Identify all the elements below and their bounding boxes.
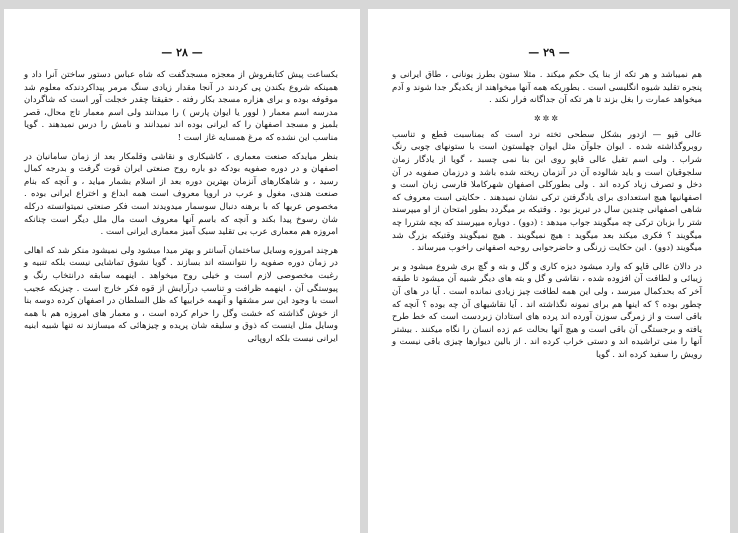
paragraph: بنظر میایدکه صنعت معماری ، کاشیکاری و نقاشی وقلمکار بعد از زمان سامانیان در اصفهان و در دوره صفویه بودکه دو باره روح صنعتی ایران قوت گرفت و بدرجه کمال رسید ، و شاهکارهای آنزمان بهترین دوره بعد از اسلام بشمار میاید ، و آنچه که بنام صنعت هندی، مغول و عرب در اروپا معروف است همه ابداع و اختراع ایرانی بوده . مخصوص عربها که با برهنه دنبال سوسمار میدویدند است فکر صنعتی نمیتوانسته درکله شان رسوخ پیدا بکند و آنچه که باسم آنها معروف است مال ملل دیگر است چنانکه امروزه هم معماری عرب بی تقلید سبک آمیز معماری ایرانی است . <box>24 151 338 238</box>
page-number: — ۲۸ — <box>161 46 203 59</box>
paragraph: هم نمیباشد و هر تکه از بنا یک حکم میکند . مثلا ستون بطرز یونانی ، طاق ایرانی و پنجره تقلید شیوه انگلیسی است . بطوریکه همه آنها میخواهند از یکدیگر جدا شوند و آدم میخواهد عمارت را بغل بزند تا هر تکه آن جداگانه فرار نکند . <box>392 70 702 106</box>
page-body <box>392 69 702 367</box>
page-body <box>24 69 338 351</box>
right-page <box>368 9 730 533</box>
paragraph: در دالان عالی قاپو که وارد میشود دیزه کاری و گل و بته و گچ بری شروع میشود و بر زیبائی و لطافت آن افزوده شده ، نقاشی و گل و بته های دیگر شبیه آن میشود تا طبقه آخر که بحدکمال میرسد ، ولی این همه لطافت چیز زیادی نمانده است . آیا در های آن چطور بوده ؟ که اینها هم برای نمونه نگذاشته اند . آیا نقاشیهای آن چه بوده ؟ آنچه که باقی است و از زمرگی سوزن آورده اند پرده های استادان زبردست است که خط طرح یافته و برجستگی آن باقی است و هیچ آنها بحالت عم زده انسان را نگاه میکنند . بیشتر آنها را منی تراشیده اند و دستی خراب کرده اند . از بالین دیوارها چیزی باقی نیست و رویش را سفید کرده اند . گویا <box>392 261 702 360</box>
left-page <box>4 9 360 533</box>
page-number: — ۲۹ — <box>528 46 570 59</box>
section-ornament-icon: ✲✲✲ <box>533 113 561 123</box>
paragraph: بکساعت پیش کتابفروش از معجزه مسجدگفت که شاه عباس دستور ساختن آنرا داد و همینکه شروع بکندن پی کردند در آنجا مقدار زیادی سنگ مرمر پیداکردندکه معلوم شد موقوفه بوده و برای هزاره مسجد بکار رفته . حقیقتا چقدر خجلت آور است که شاگردان مدرسه اسم معمار ( لوور یا ایوان پارس ) را میدانند ولی اسم معمار تاج محال، قصر بلمیز و مسجد اصفهان را که ایرانی بوده اند نمیدانند و نامش را درس نمیدهند . گویا مناسب این نشده که مرغ همسایه غاز است ! <box>24 70 338 143</box>
paragraph: هرچند امروزه وسایل ساختمان آسانتر و بهتر میدا میشود ولی نمیشود منکر شد که اهالی در زمان دوره صفویه را نتوانسته اند بسازند . گویا نشوق تماشایی نیست بلکه تنبیه و رغبت مخصوصی لازم است و خیلی روح میخواهد . اینهمه سابقه درانتخاب رنگ و پیوستگی آن ، اینهمه ظرافت و تناسب درآرایش از قوه فکر خارج است . چیزیکه عجیب است با وجود این سر مشقها و آنهمه خرابیها که ظل السلطان در اصفهان کرده دوسه بنا از خوش گذاشته که خشت وگل را حرام کرده است ، و معمار های امروزه هم با همه وسایل مثل اینست که ذوق و سلیقه شان پریده و چیزهائی که میسازند نه تنها شبیه ابنیه ایرانی نیست بلکه اروپائی <box>24 245 338 344</box>
paragraph: عالی قپو — ازدور بشکل سطحی تخته نرد است که بمناسبت قطع و تناسب روبروگذاشته شده . ایوان جلوآن مثل ایوان چهلستون است با ستونهای چوبی رنگ شراب . ولی اسم تقیل عالی قاپو روی این بنا نمی چسبد ، گویا از یادگار زمان سلجوقیان است و باید شالوده آن در آنزمان ریخته شده باشد و درزمان صفویه در آن دخل و تصرف زیاد کرده اند . ولی بطورکلی اصفهان شهرکاملا فارسی زبان است و اصفهانیها هیچ استعدادی برای یادگرفتن ترکی نشان نمیدهند . حکایتی است معروف که شاهی اصفهانی چندین سال در تبریز بود . وقتیکه بر میگردد بطور امتحان از او میپرسند شتر را بزبان ترکی چه میگویند جواب میدهد : (دوو) . دوباره میپرسند که بچه شتررا چه میگویند ؟ فکری میکند بعد میگوید : هیچ نمیگویند . هیچ نمیگویند وقتیکه بزرگ شد میگویند (دوو) . این حکایت زرنگی و حاضرجوابی روحیه اصفهانی راخوب میرساند . <box>392 129 702 254</box>
